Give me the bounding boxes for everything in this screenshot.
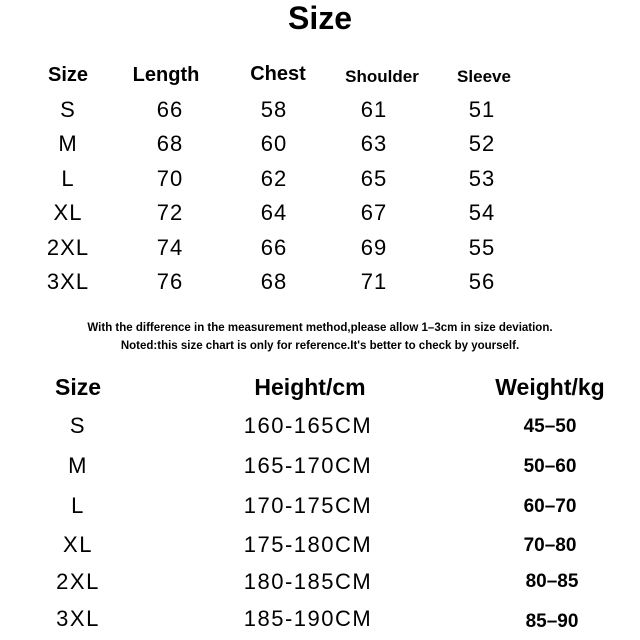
table1-cell: L <box>61 166 75 191</box>
table2-cell: 170-175CM <box>243 493 373 518</box>
table1-cell: 52 <box>468 131 496 156</box>
header-height: Height/cm <box>254 374 366 400</box>
table1-cell: 61 <box>360 97 388 122</box>
table1-cell: 56 <box>468 269 496 294</box>
header-size-2: Size <box>54 374 102 400</box>
reference-note: Noted:this size chart is only for reference.It's better to check by yourself. <box>120 340 520 352</box>
table1-cell: 60 <box>260 131 288 156</box>
table1-cell: 76 <box>156 269 184 294</box>
header-shoulder: Shoulder <box>345 67 419 86</box>
header-chest: Chest <box>250 63 306 85</box>
table2-cell: 3XL <box>56 606 100 631</box>
table1-cell: 72 <box>156 200 184 225</box>
table2-cell: 185-190CM <box>243 606 373 631</box>
table2-cell: 50–60 <box>523 456 577 477</box>
table2-cell: 2XL <box>56 569 100 594</box>
table2-cell: 80–85 <box>525 571 579 592</box>
table2-cell: 180-185CM <box>243 569 373 594</box>
table1-cell: 54 <box>468 200 496 225</box>
table1-cell: 66 <box>260 235 288 260</box>
header-length: Length <box>132 64 200 86</box>
table2-cell: 70–80 <box>523 535 577 556</box>
table2-cell: 160-165CM <box>243 413 373 438</box>
table2-cell: 165-170CM <box>243 453 373 478</box>
table1-cell: 3XL <box>46 269 90 294</box>
table1-cell: 65 <box>360 166 388 191</box>
page-title: Size <box>287 0 353 36</box>
table1-cell: 63 <box>360 131 388 156</box>
table1-cell: 74 <box>156 235 184 260</box>
table1-cell: XL <box>53 200 83 225</box>
table2-cell: L <box>71 493 85 518</box>
table2-cell: XL <box>63 532 93 557</box>
table1-cell: 64 <box>260 200 288 225</box>
table1-cell: 67 <box>360 200 388 225</box>
table1-cell: S <box>60 97 76 122</box>
table2-cell: 45–50 <box>523 416 577 437</box>
table1-cell: 55 <box>468 235 496 260</box>
table1-cell: 53 <box>468 166 496 191</box>
table2-cell: 60–70 <box>523 496 577 517</box>
table2-cell: 175-180CM <box>243 532 373 557</box>
table1-cell: 69 <box>360 235 388 260</box>
header-weight: Weight/kg <box>495 374 605 400</box>
table1-cell: 68 <box>156 131 184 156</box>
table2-cell: M <box>68 453 88 478</box>
table1-cell: 2XL <box>46 235 90 260</box>
table1-cell: 58 <box>260 97 288 122</box>
measurement-note: With the difference in the measurement method,please allow 1–3cm in size deviation. <box>87 322 553 334</box>
table1-cell: M <box>58 131 78 156</box>
table1-cell: 68 <box>260 269 288 294</box>
table1-cell: 51 <box>468 97 496 122</box>
table1-cell: 70 <box>156 166 184 191</box>
table2-cell: S <box>69 413 87 438</box>
table1-cell: 62 <box>260 166 288 191</box>
table2-cell: 85–90 <box>525 611 579 632</box>
header-sleeve: Sleeve <box>457 67 511 86</box>
table1-cell: 66 <box>156 97 184 122</box>
table1-cell: 71 <box>360 269 388 294</box>
header-size: Size <box>47 64 89 86</box>
